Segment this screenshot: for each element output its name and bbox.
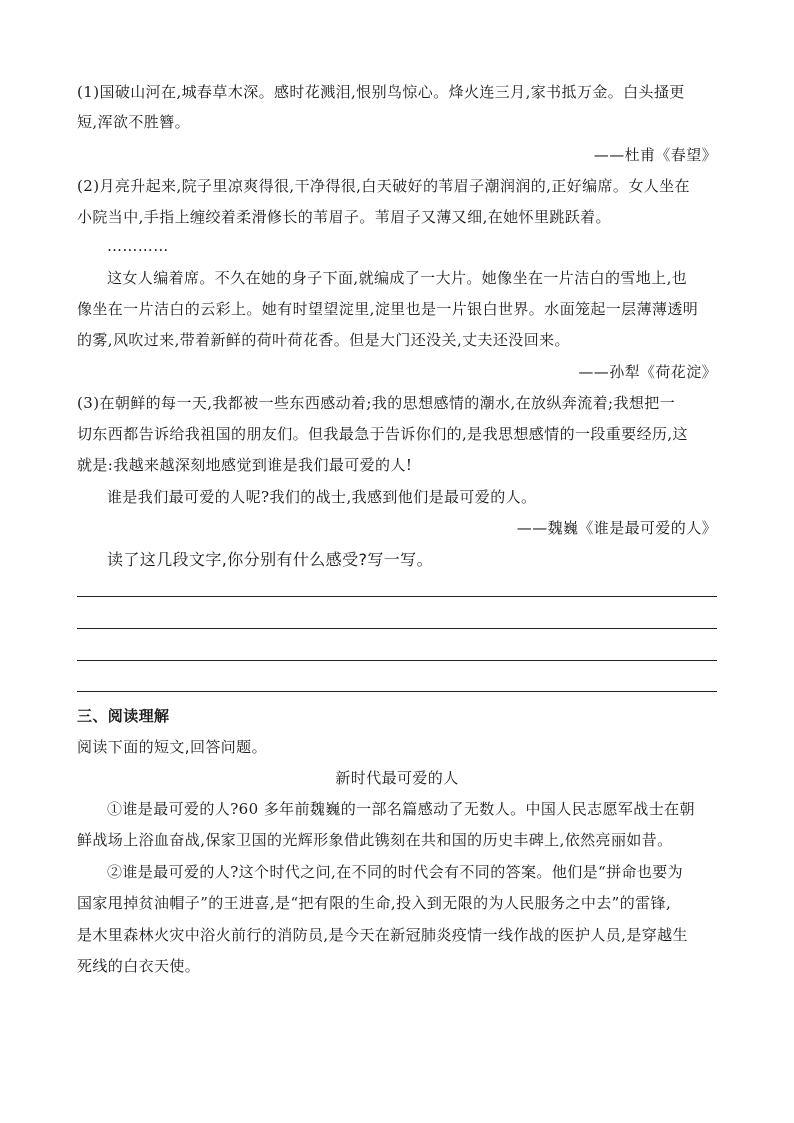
answer-line-2[interactable] xyxy=(77,628,717,629)
answer-line-4[interactable] xyxy=(77,691,717,692)
answer-line-1[interactable] xyxy=(77,596,717,597)
passage-3-source: ——魏巍《谁是最可爱的人》 xyxy=(516,519,717,537)
passage-3-line-1: (3)在朝鲜的每一天,我都被一些东西感动着;我的思想感情的潮水,在放纵奔流着;我想把一 xyxy=(77,394,676,412)
passage-2-line-1: (2)月亮升起来,院子里凉爽得很,干净得很,白天破好的苇眉子潮润润的,正好编席。女人坐在 xyxy=(77,177,690,195)
answer-line-3[interactable] xyxy=(77,660,717,661)
poem-1-source: ——杜甫《春望》 xyxy=(593,146,717,164)
article-para-2-line-4: 死线的白衣天使。 xyxy=(77,957,201,975)
poem-1-line-1: (1)国破山河在,城春草木深。感时花溅泪,恨别鸟惊心。烽火连三月,家书抵万金。白头搔更 xyxy=(77,83,685,101)
passage-2-source: ——孙犁《荷花淀》 xyxy=(578,363,717,381)
passage-2-line-2: 小院当中,手指上缠绞着柔滑修长的苇眉子。苇眉子又薄又细,在她怀里跳跃着。 xyxy=(77,208,611,226)
article-para-1-line-2: 鲜战场上浴血奋战,保家卫国的光辉形象借此镌刻在共和国的历史丰碑上,依然亮丽如昔。 xyxy=(77,831,673,849)
passage-2-line-3: 这女人编着席。不久在她的身子下面,就编成了一大片。她像坐在一片洁白的雪地上,也 xyxy=(107,269,688,287)
section-3-instruction: 阅读下面的短文,回答问题。 xyxy=(77,738,267,756)
article-para-2-line-2: 国家甩掉贫油帽子”的王进喜,是“把有限的生命,投入到无限的为人民服务之中去”的雷锋, xyxy=(77,894,672,912)
passage-3-line-4: 谁是我们最可爱的人呢?我们的战士,我感到他们是最可爱的人。 xyxy=(107,488,537,506)
writing-prompt: 读了这几段文字,你分别有什么感受?写一写。 xyxy=(107,550,433,569)
passage-2-ellipsis: ………… xyxy=(107,237,169,255)
section-3-heading: 三、阅读理解 xyxy=(77,707,170,725)
passage-2-line-4: 像坐在一片洁白的云彩上。她有时望望淀里,淀里也是一片银白世界。水面笼起一层薄薄透明 xyxy=(77,300,699,318)
passage-3-line-2: 切东西都告诉给我祖国的朋友们。但我最急于告诉你们的,是我思想感情的一段重要经历,这 xyxy=(77,425,688,443)
passage-3-line-3: 就是:我越来越深刻地感觉到谁是我们最可爱的人! xyxy=(77,456,413,474)
article-para-2-line-3: 是木里森林火灾中浴火前行的消防员,是今天在新冠肺炎疫情一线作战的医护人员,是穿越生 xyxy=(77,926,688,944)
article-para-2-line-1: ②谁是最可爱的人?这个时代之问,在不同的时代会有不同的答案。他们是“拼命也要为 xyxy=(107,863,684,881)
passage-2-line-5: 的雾,风吹过来,带着新鲜的荷叶荷花香。但是大门还没关,丈夫还没回来。 xyxy=(77,331,570,349)
article-title: 新时代最可爱的人 xyxy=(335,769,459,787)
article-para-1-line-1: ①谁是最可爱的人?60 多年前魏巍的一部名篇感动了无数人。中国人民志愿军战士在朝 xyxy=(107,800,695,818)
poem-1-line-2: 短,浑欲不胜簪。 xyxy=(77,113,190,131)
